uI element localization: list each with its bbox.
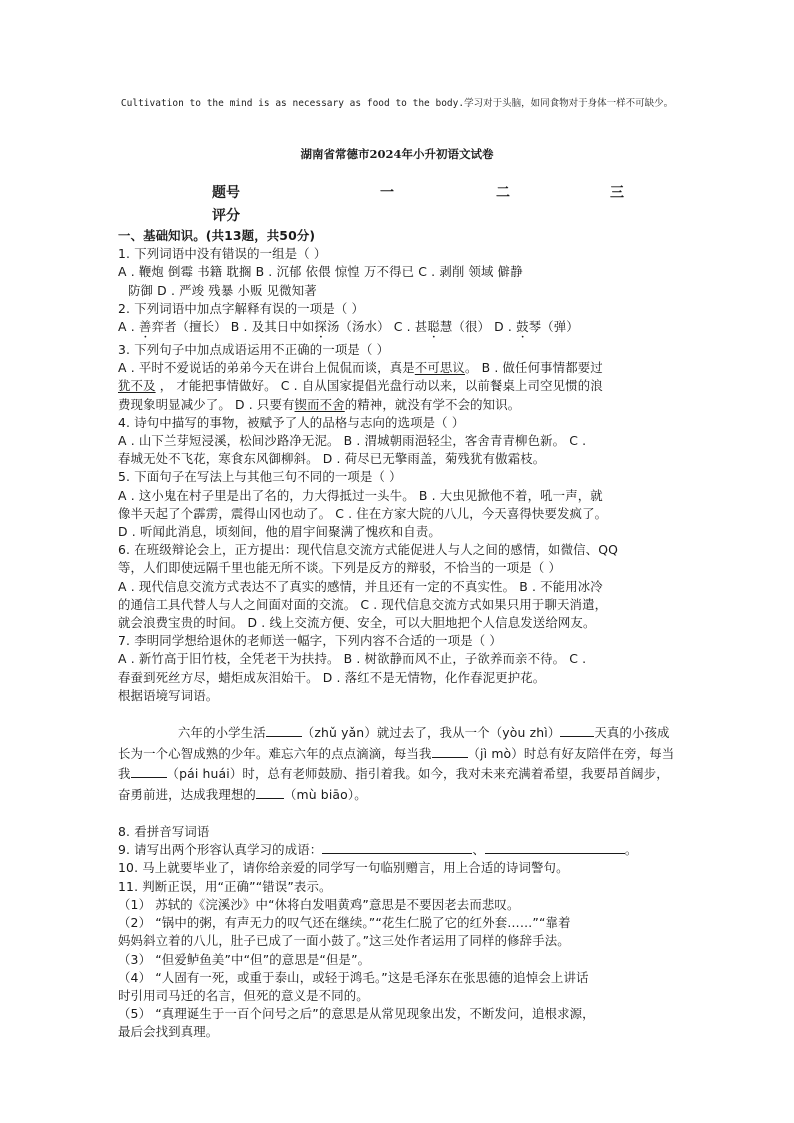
question-options: A . 现代信息交流方式表达不了真实的感情，并且还有一定的不真实性。 B . 不能用冰冷 <box>118 578 603 594</box>
statement-3: （3） “但爱鲈鱼美”中“但”的意思是“但是”。 <box>118 951 371 967</box>
question-stem: 7. 李明同学想给退休的老师送一幅字，下列内容不合适的一项是（ ） <box>118 633 502 649</box>
option-text: 的精神，就没有学不会的知识。 <box>344 396 521 412</box>
underlined-idiom: 犹不及 <box>118 378 156 394</box>
answer-blank[interactable] <box>322 841 472 854</box>
end-mark: 。 <box>624 842 638 858</box>
question-6 <box>118 541 678 632</box>
statement-2-cont: 妈妈斜立着的八儿，肚子已成了一面小鼓了。”这三处作者运用了同样的修辞手法。 <box>118 933 570 949</box>
passage-segment: （mù biāo）。 <box>283 786 367 802</box>
passage-text <box>118 723 678 805</box>
passage-intro: 根据语境写词语。 <box>118 687 219 703</box>
question-options: 的通信工具代替人与人之间面对面的交流。 C . 现代信息交流方式如果只用于聊天消遣， <box>118 596 608 612</box>
question-options: 像半天起了个霹雳，震得山冈也动了。 C . 住在方家大院的八儿，今天喜得快要发疯了。 <box>118 505 608 521</box>
question-stem: 9. 请写出两个形容认真学习的成语： <box>118 842 323 858</box>
question-options: A . 鞭炮 倒霉 书籍 耽搁 B . 沉郁 依偎 惊惶 万不得已 C . 剥削 领域 僻静 <box>118 264 523 280</box>
score-row-label: 评分 <box>212 208 240 224</box>
separator: 、 <box>472 842 485 858</box>
option-text: 费现象明显减少了。 D . 只要有 <box>118 396 295 412</box>
question-5 <box>118 468 678 541</box>
dotted-char: 探 <box>314 319 327 335</box>
question-options: D . 听闻此消息，顷刻间，他的眉宇间聚满了愧疚和自责。 <box>118 524 441 540</box>
underlined-idiom: 不可思议 <box>414 360 465 376</box>
dotted-char: 聪 <box>427 319 440 335</box>
page-title: 湖南省常德市2024年小升初语文试卷 <box>300 147 494 161</box>
question-10: 10. 马上就要毕业了，请你给亲爱的同学写一句临别赠言，用上合适的诗词警句。 <box>118 860 569 876</box>
option-text: A . 平时不爱说话的弟弟今天在讲台上侃侃而谈，真是 <box>118 360 415 376</box>
statement-5-cont: 最后会找到真理。 <box>118 1024 219 1040</box>
question-2 <box>118 300 678 341</box>
statement-2: （2） “锅中的粥，有声无力的叹气还在继续。”“花生仁脱了它的红外套……”“靠着 <box>118 915 571 931</box>
score-column-3: 三 <box>610 185 624 201</box>
exam-content <box>118 227 678 1042</box>
header-quote: Cultivation to the mind is as necessary as food to the body.学习对于头脑，如同食物对于身体一样不可缺少。 <box>120 98 674 109</box>
passage-segment: （pái huái）时，总有老师鼓励、指引着我。如今，我对未来充满着希望，我要昂首阔步，奋勇前进，达成我理想的 <box>118 766 669 802</box>
option-text: ， 才能把事情做好。 C . 自从国家提倡光盘行动以来，以前餐桌上司空见惯的浪 <box>155 378 603 394</box>
score-row-grade <box>212 205 652 228</box>
score-column-2: 二 <box>496 185 510 201</box>
question-options <box>118 396 678 414</box>
answer-blank[interactable] <box>131 765 167 778</box>
option-text: 弈者（擅长） B . 及其日中如 <box>151 319 315 335</box>
passage-section <box>118 687 678 805</box>
question-stem: 6. 在班级辩论会上，正方提出：现代信息交流方式能促进人与人之间的感情，如微信、QQ <box>118 542 619 558</box>
statement-1: （1） 苏轼的《浣溪沙》中“休将白发唱黄鸡”意思是不要因老去而悲叹。 <box>118 896 520 912</box>
underlined-idiom: 锲而不舍 <box>294 396 345 412</box>
dotted-char: 善 <box>138 319 152 335</box>
question-options: 防御 D . 严竣 残暴 小贩 见微知著 <box>128 282 317 298</box>
question-stem: 1. 下列词语中没有错误的一组是（ ） <box>118 246 327 262</box>
option-text: 琴（弹） <box>528 319 579 335</box>
spacer <box>118 805 678 823</box>
question-9 <box>118 841 678 859</box>
score-column-1: 一 <box>380 185 394 201</box>
question-7 <box>118 632 678 687</box>
option-text: A . <box>118 319 139 335</box>
question-options <box>118 318 678 341</box>
score-row-label: 题号 <box>212 185 240 201</box>
answer-blank[interactable] <box>560 724 594 737</box>
passage-segment: 六年的小学生活 <box>178 725 266 741</box>
answer-blank[interactable] <box>256 786 284 799</box>
statement-5: （5） “真理诞生于一百个问号之后”的意思是从常见现象出发，不断发问，追根求源， <box>118 1006 595 1022</box>
question-stem: 11. 判断正误，用“正确”“错误”表示。 <box>118 878 332 894</box>
answer-blank[interactable] <box>485 841 625 854</box>
question-options <box>118 359 678 377</box>
answer-blank[interactable] <box>266 724 302 737</box>
question-options: A . 这小鬼在村子里是出了名的，力大得抵过一头牛。 B . 大虫见掀他不着，吼一声，就 <box>118 487 603 503</box>
section-heading: 一、基础知识。(共13题，共50分) <box>118 228 316 243</box>
answer-blank[interactable] <box>432 745 468 758</box>
question-stem: 5. 下面句子在写法上与其他三句不同的一项是（ ） <box>118 469 402 485</box>
passage-segment: （zhǔ yǎn）就过去了，我从一个（yòu zhì） <box>301 725 561 741</box>
question-options: 就会浪费宝贵的时间。 D . 线上交流方便、安全，可以大胆地把个人信息发送给网友。 <box>118 615 596 631</box>
question-options: 春城无处不飞花，寒食东风御柳斜。 D . 荷尽已无擎雨盖，菊残犹有傲霜枝。 <box>118 451 546 467</box>
question-1 <box>118 245 678 300</box>
statement-4: （4） “人固有一死，或重于泰山，或轻于鸿毛。”这是毛泽东在张思德的追悼会上讲话 <box>118 969 589 985</box>
question-3 <box>118 341 678 414</box>
statement-4-cont: 时引用司马迁的名言，但死的意义是不同的。 <box>118 987 369 1003</box>
passage-segment: （jì mò）时总有好友陪伴在旁，每当我 <box>118 745 675 782</box>
question-options: A . 新竹高于旧竹枝，全凭老干为扶持。 B . 树欲静而风不止，子欲养而亲不待。 C . <box>118 651 587 667</box>
option-text: 汤（汤水） C . 甚 <box>326 319 428 335</box>
question-11 <box>118 878 678 1042</box>
score-table <box>212 182 652 228</box>
question-stem: 4. 诗句中描写的事物，被赋予了人的品格与志向的选项是（ ） <box>118 414 465 430</box>
question-stem: 2. 下列词语中加点字解释有误的一项是（ ） <box>118 300 365 316</box>
option-text: 。 B . 做任何事情都要过 <box>464 360 603 376</box>
dotted-char: 鼓 <box>516 319 529 335</box>
question-stem: 3. 下列句子中加点成语运用不正确的一项是（ ） <box>118 342 390 358</box>
option-text: 慧（很） D . <box>439 319 517 335</box>
question-options: A . 山下兰芽短浸溪，松间沙路净无泥。 B . 渭城朝雨浥轻尘，客舍青青柳色新。 C . <box>118 433 587 449</box>
question-stem: 等，人们即使远隔千里也能无所不谈。下列是反方的辩驳，不恰当的一项是（ ） <box>118 560 562 576</box>
question-4 <box>118 414 678 469</box>
passage-segment: 天真的小孩成长为一个心智成熟的少年。难忘六年的点点滴滴，每当我 <box>118 725 670 761</box>
question-options <box>118 377 678 395</box>
question-options: 春蚕到死丝方尽，蜡炬成灰泪始干。 D . 落红不是无情物，化作春泥更护花。 <box>118 669 546 685</box>
question-8: 8. 看拼音写词语 <box>118 824 210 840</box>
score-row-question <box>212 182 652 205</box>
